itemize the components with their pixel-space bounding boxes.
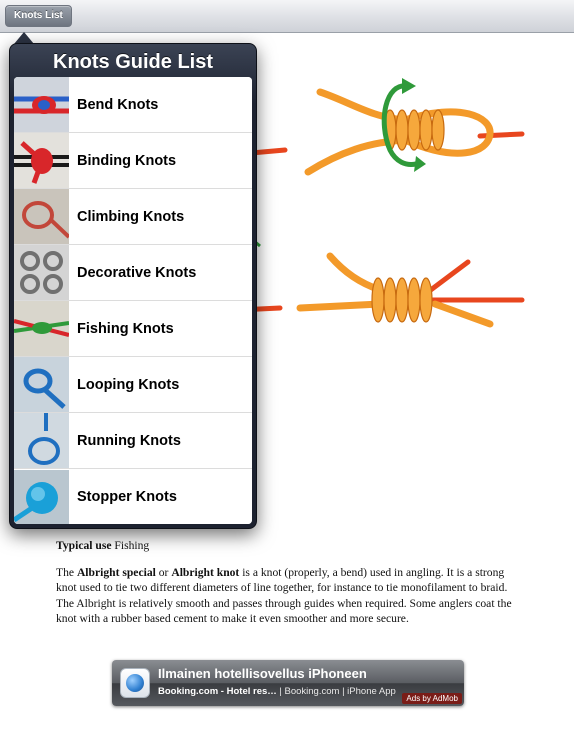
article-intro: The [56, 565, 75, 579]
list-item-looping-knots[interactable] [14, 357, 252, 413]
list-item-binding-knots[interactable] [14, 133, 252, 189]
list-item-label: Fishing Knots [77, 320, 174, 337]
globe-icon [120, 668, 150, 698]
bend-knot-icon [14, 77, 69, 132]
decorative-knot-icon [14, 245, 69, 300]
list-item-fishing-knots[interactable] [14, 301, 252, 357]
popover-title: Knots Guide List [53, 51, 213, 73]
article-description: is a knot (properly, a bend) used in angling. It is a strong knot used to tie two different diameters of line together, for instance to tie monofilament to braid. The Albright is relatively smooth and passes through guides when required. Some anglers coat the knot with a rubber based cement to make it even smoother and more secure. [56, 565, 512, 625]
knot-category-list [14, 77, 252, 524]
article-or: or [158, 565, 169, 579]
top-toolbar [0, 0, 574, 33]
ad-subtitle-bold: Booking.com - Hotel res… [158, 686, 277, 697]
ad-title: Ilmainen hotellisovellus iPhoneen [158, 666, 367, 681]
ad-subtitle-rest: | Booking.com | iPhone App [279, 686, 396, 697]
ad-banner[interactable] [112, 660, 464, 706]
list-item-label: Bend Knots [77, 96, 159, 113]
list-item-running-knots[interactable] [14, 413, 252, 469]
ad-subtitle [158, 686, 396, 697]
knots-list-button[interactable]: Knots List [5, 5, 72, 27]
running-knot-icon [14, 413, 69, 468]
article-text [56, 538, 526, 638]
list-item-stopper-knots[interactable] [14, 469, 252, 524]
list-item-label: Stopper Knots [77, 489, 177, 505]
list-item-climbing-knots[interactable] [14, 189, 252, 245]
knot-diagram-step-1 [240, 62, 530, 202]
article-body [56, 565, 526, 627]
knot-name-secondary: Albright knot [171, 565, 240, 579]
ad-badge: Ads by AdMob [402, 693, 462, 704]
knot-diagram-step-2 [240, 228, 530, 348]
fishing-knot-icon [14, 301, 69, 356]
list-item-label: Binding Knots [77, 152, 177, 169]
list-item-label: Looping Knots [77, 376, 180, 393]
list-item-label: Running Knots [77, 432, 181, 449]
typical-use-label: Typical use [56, 539, 112, 552]
stopper-knot-icon [14, 470, 69, 525]
typical-use-line [56, 538, 526, 554]
climbing-knot-icon [14, 189, 69, 244]
knot-name-primary: Albright special [76, 565, 156, 579]
list-item-label: Decorative Knots [77, 264, 197, 281]
knots-guide-popover [9, 43, 257, 529]
binding-knot-icon [14, 133, 69, 188]
list-item-bend-knots[interactable] [14, 77, 252, 133]
looping-knot-icon [14, 357, 69, 412]
list-item-label: Climbing Knots [77, 208, 185, 225]
typical-use-value: Fishing [114, 539, 150, 552]
list-item-decorative-knots[interactable] [14, 245, 252, 301]
